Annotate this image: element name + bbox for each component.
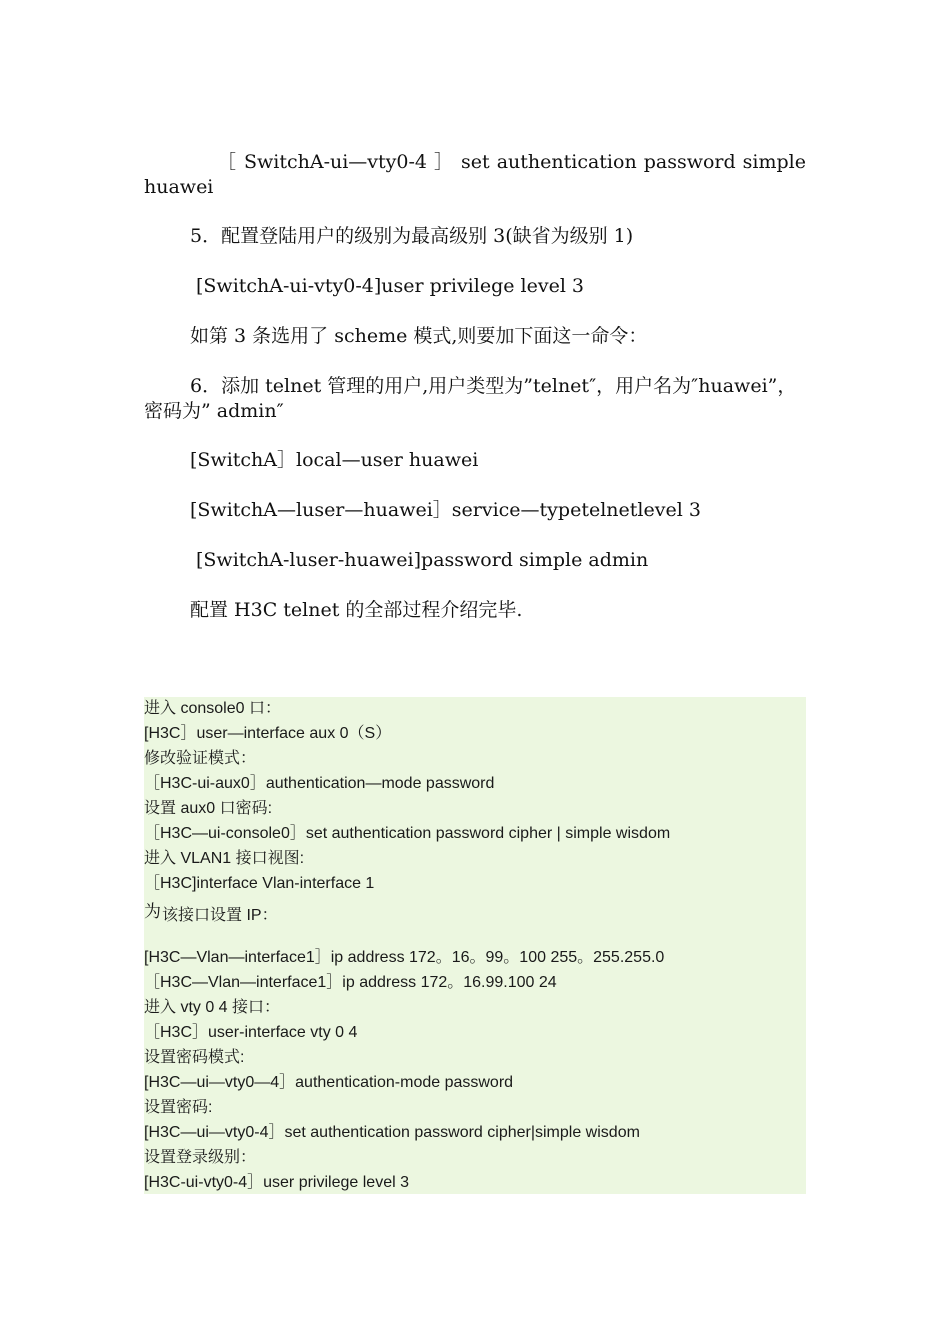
code-line-prefix: 为 [144,902,161,922]
code-line: 设置 aux0 口密码: [144,800,273,817]
code-line: 进入 vty 0 4 接口： [144,999,281,1016]
code-line: [H3C-ui-vty0-4］user privilege level 3 [144,1174,409,1191]
code-line: [H3C］user—interface aux 0（S） [144,725,392,742]
command-password-simple: [SwitchA-luser-huawei]password simple admin [196,549,649,571]
code-line: 该接口设置 IP： [162,907,278,924]
code-line: [H3C—Vlan—interface1］ip address 172。16。99。100 255。255.255.0 [144,949,665,966]
code-line: [H3C—ui—vty0-4］set authentication password cipher|simple wisdom [144,1124,640,1141]
code-line: ［H3C]interface Vlan-interface 1 [144,875,375,892]
code-line: 设置密码: [144,1099,213,1116]
step-5-heading: 5．配置登陆用户的级别为最高级别 3(缺省为级别 1) [190,225,634,247]
code-example-box [144,697,806,1194]
code-line: ［H3C—Vlan—interface1］ip address 172。16.99.100 24 [144,974,557,991]
paragraph-text: ［ SwitchA-ui—vty0-4 ］ set authentication password simple huawei [144,151,806,198]
code-line: [H3C—ui—vty0—4］authentication-mode password [144,1074,514,1091]
paragraph-set-auth-password [144,150,806,200]
code-line: ［H3C］user-interface vty 0 4 [144,1024,358,1041]
code-line: 修改验证模式： [144,750,257,767]
code-line: 设置密码模式: [144,1049,245,1066]
command-user-privilege: [SwitchA-ui-vty0-4]user privilege level 3 [196,275,585,297]
step-6-heading: 6．添加 telnet 管理的用户,用户类型为”telnet″，用户名为″huawei”，密码为” admin″ [144,375,797,422]
code-line: 进入 VLAN1 接口视图: [144,850,305,867]
command-service-type: [SwitchA—luser—huawei］service—typetelnetlevel 3 [190,499,701,521]
command-local-user: [SwitchA］local—user huawei [190,449,479,471]
code-line: 进入 console0 口： [144,700,281,717]
code-line: 设置登录级别： [144,1149,257,1166]
closing-note: 配置 H3C telnet 的全部过程介绍完毕. [190,599,523,621]
code-line: ［H3C-ui-aux0］authentication—mode password [144,775,495,792]
scheme-note: 如第 3 条选用了 scheme 模式,则要加下面这一命令： [190,325,648,347]
code-line: ［H3C—ui-console0］set authentication password cipher | simple wisdom [144,825,671,842]
